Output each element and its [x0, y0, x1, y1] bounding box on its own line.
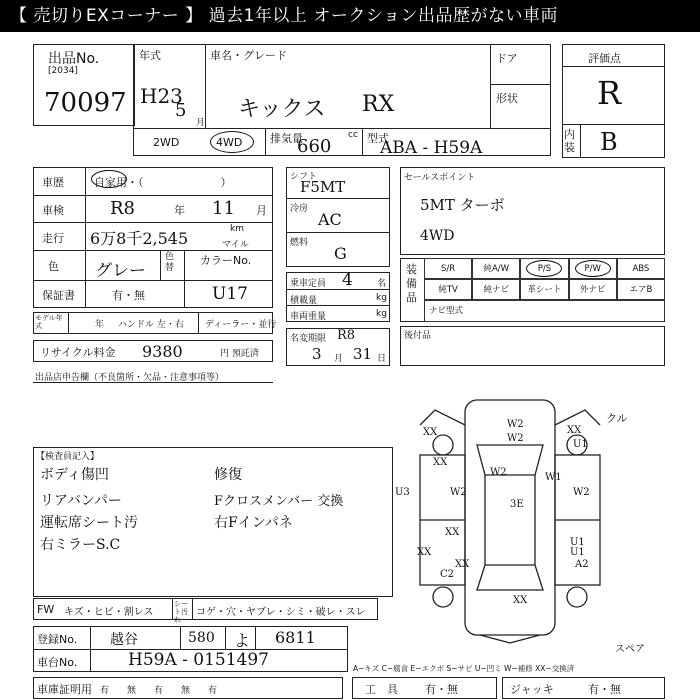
- damage-mark: U1: [570, 547, 585, 558]
- shift-label: シフト: [290, 172, 318, 182]
- load-label: 積載量: [290, 296, 318, 306]
- diagram-label-spare: スペア: [615, 644, 645, 655]
- inspector-note-left-3: 運転席シート汚: [40, 515, 138, 531]
- sales-point-label: セールスポイント: [404, 173, 476, 183]
- lot-number: 70097: [44, 88, 127, 118]
- sales-point-line2: 4WD: [420, 228, 455, 244]
- damage-mark: W2: [490, 467, 507, 478]
- chassis-value: H59A - 0151497: [128, 650, 269, 670]
- damage-mark: W2: [573, 487, 590, 498]
- cooling-label: 冷房: [290, 204, 309, 214]
- equipment-selected-circle: [575, 260, 611, 277]
- shape-label: 形状: [496, 92, 518, 105]
- damage-mark: XX: [423, 427, 438, 438]
- model-year-label: モデル年式: [35, 314, 63, 330]
- damage-mark: XX: [445, 527, 460, 538]
- equipment-row2-cell: エアB: [617, 279, 665, 300]
- recycle-label: リサイクル料金: [40, 346, 116, 359]
- registration-expiry-day: 31: [353, 345, 373, 363]
- displacement-label: 排気量: [270, 132, 303, 145]
- tools-value: 有・無: [425, 683, 458, 696]
- capacity-label: 乗車定員: [290, 279, 327, 289]
- equipment-row2-cell: 純TV: [424, 279, 472, 300]
- warranty-label: 保証書: [42, 289, 75, 302]
- dealer-type: ディーラー・並行: [205, 320, 277, 330]
- type-label: 型式: [367, 132, 389, 145]
- interior-label: 内装: [564, 128, 575, 154]
- inspector-note-right-1: 修復: [214, 467, 242, 483]
- certificate-label: 車庫証明用: [37, 683, 92, 696]
- registration-kana: よ: [234, 631, 251, 650]
- weight-unit: kg: [376, 309, 387, 319]
- registration-expiry-era: R8: [337, 328, 356, 343]
- damage-mark: A2: [575, 559, 589, 570]
- registration-expiry-label: 名変期限: [290, 334, 327, 344]
- damage-mark: XX: [417, 547, 432, 558]
- mileage-unit-km: km: [230, 224, 244, 234]
- equipment-row2-cell: 革シート: [520, 279, 568, 300]
- inspector-note-right-2: Fクロスメンバー 交換: [214, 494, 344, 509]
- damage-mark: XX: [433, 457, 448, 468]
- damage-mark: W2: [507, 433, 524, 444]
- certificate-items: 有 無 有 無 有: [100, 686, 218, 696]
- color-code-value: U17: [212, 284, 248, 304]
- equipment-row2-cell: 純ナビ: [472, 279, 520, 300]
- registration-class: 580: [188, 630, 215, 646]
- equipment-row1-cell: 純A/W: [472, 258, 520, 279]
- weight-label: 車両重量: [290, 312, 327, 322]
- registration-label: 登録No.: [37, 633, 78, 646]
- fw-seat-text: コゲ・穴・ヤブレ・シミ・破レ・スレ: [196, 607, 366, 618]
- inspector-notes-label: 【検査員記入】: [36, 452, 100, 462]
- fw-seat-label: シート汚れ: [174, 600, 188, 624]
- inspection-label: 車検: [42, 204, 64, 217]
- cooling-value: AC: [318, 210, 342, 229]
- mileage-value: 6万8千2,545: [90, 229, 189, 248]
- nav-model-cell: ナビ型式: [424, 300, 665, 322]
- damage-mark: U3: [395, 487, 410, 498]
- door-label: ドア: [496, 52, 518, 65]
- color-label: 色: [48, 260, 59, 273]
- inspector-note-right-3: 右Fインパネ: [214, 515, 293, 531]
- damage-mark: U1: [573, 439, 588, 450]
- load-unit: kg: [376, 293, 387, 303]
- equipment-row1-cell: P/S: [520, 258, 568, 279]
- recycle-value: 9380: [142, 342, 183, 361]
- registration-number: 6811: [275, 628, 316, 647]
- damage-mark: U1: [570, 537, 585, 548]
- grade-value: R: [597, 74, 622, 112]
- tools-label: 工 具: [365, 683, 398, 696]
- registration-expiry-month-unit: 月: [334, 354, 344, 364]
- lot-label: 出品No.: [48, 51, 100, 67]
- recycle-unit: 円 預託済: [220, 349, 259, 359]
- model-name: キックス: [238, 97, 326, 122]
- lot-sub: [2034]: [48, 66, 78, 76]
- page-banner: 【 売切りEXコーナー 】 過去1年以上 オークション出品歴がない車両: [0, 0, 700, 32]
- inspection-year-unit: 年: [174, 204, 185, 217]
- sales-point-line1: 5MT ターボ: [420, 196, 505, 214]
- damage-mark: XX: [513, 595, 528, 606]
- equipment-row1-cell: ABS: [617, 258, 665, 279]
- history-label: 車歴: [42, 176, 64, 189]
- grade-label: 評価点: [588, 52, 621, 65]
- inspection-month: 11: [212, 198, 235, 219]
- displacement-value: 660: [297, 136, 332, 157]
- model-grade: RX: [362, 92, 395, 117]
- jack-value: 有・無: [588, 683, 621, 696]
- equipment-row1-cell: S/R: [424, 258, 472, 279]
- inspector-note-left-4: 右ミラーS.C: [40, 537, 121, 553]
- chassis-label: 車台No.: [37, 656, 78, 669]
- model-label: 車名・グレード: [210, 49, 287, 62]
- type-value: ABA - H59A: [380, 138, 483, 158]
- history-circle: [91, 170, 127, 188]
- capacity-unit: 名: [377, 279, 387, 289]
- registration-region: 越谷: [110, 632, 138, 648]
- year-era: H23: [140, 84, 183, 108]
- drive-4wd: 4WD: [216, 136, 243, 149]
- registration-expiry-month: 3: [312, 345, 322, 363]
- drive-4wd-circle: [210, 131, 254, 153]
- damage-mark: 3E: [510, 499, 524, 510]
- color-value: グレー: [95, 261, 146, 281]
- year-month: 5: [175, 100, 187, 121]
- mileage-label: 走行: [42, 232, 64, 245]
- fw-label: FW: [37, 603, 55, 616]
- accessories-box: [400, 326, 665, 366]
- jack-label: ジャッキ: [510, 683, 554, 696]
- handle-position: ハンドル 左・右: [118, 320, 184, 330]
- equipment-row1-cell: P/W: [569, 258, 617, 279]
- damage-mark: XX: [455, 559, 470, 570]
- damage-mark: XX: [567, 425, 582, 436]
- fw-text: キズ・ヒビ・割レス: [64, 607, 154, 618]
- top-info-box: [133, 44, 551, 156]
- damage-mark: W1: [545, 472, 562, 483]
- history-value: 自家用・（ ）: [94, 176, 232, 189]
- fuel-value: G: [334, 244, 347, 263]
- year-label: 年式: [139, 49, 161, 62]
- inspection-era: R8: [110, 198, 136, 219]
- inspector-note-left-1: ボディ傷凹: [40, 467, 109, 483]
- damage-legend: A−キズ C−腐食 E−エクボ S−サビ U−凹ミ W−補修 XX−交換済: [353, 664, 575, 673]
- displacement-unit: cc: [348, 130, 358, 140]
- inspector-note-left-2: リアバンパー: [40, 493, 122, 509]
- warranty-value: 有・無: [112, 289, 145, 302]
- color-change-label: 色替: [165, 252, 175, 273]
- equipment-label: 装備品: [406, 263, 417, 304]
- color-code-label: カラーNo.: [200, 254, 252, 267]
- accessories-label: 後付品: [404, 331, 432, 341]
- fuel-label: 燃料: [290, 238, 309, 248]
- drive-2wd: 2WD: [153, 136, 180, 149]
- diagram-label-kuru: クル: [606, 412, 628, 425]
- interior-value: B: [600, 128, 618, 156]
- year-month-unit: 月: [196, 118, 206, 128]
- model-year-unit: 年: [95, 320, 105, 330]
- capacity-value: 4: [342, 270, 353, 290]
- registration-expiry-day-unit: 日: [377, 354, 387, 364]
- seller-notes-label: 出品店申告欄（不良箇所・欠品・注意事項等）: [35, 373, 225, 383]
- damage-mark: C2: [440, 569, 455, 580]
- shift-value: F5MT: [300, 178, 346, 196]
- mileage-unit-mile: マイル: [222, 240, 249, 250]
- equipment-row2-cell: 外ナビ: [569, 279, 617, 300]
- inspection-month-unit: 月: [256, 204, 267, 217]
- damage-mark: W2: [507, 419, 524, 430]
- damage-mark: W2: [450, 487, 467, 498]
